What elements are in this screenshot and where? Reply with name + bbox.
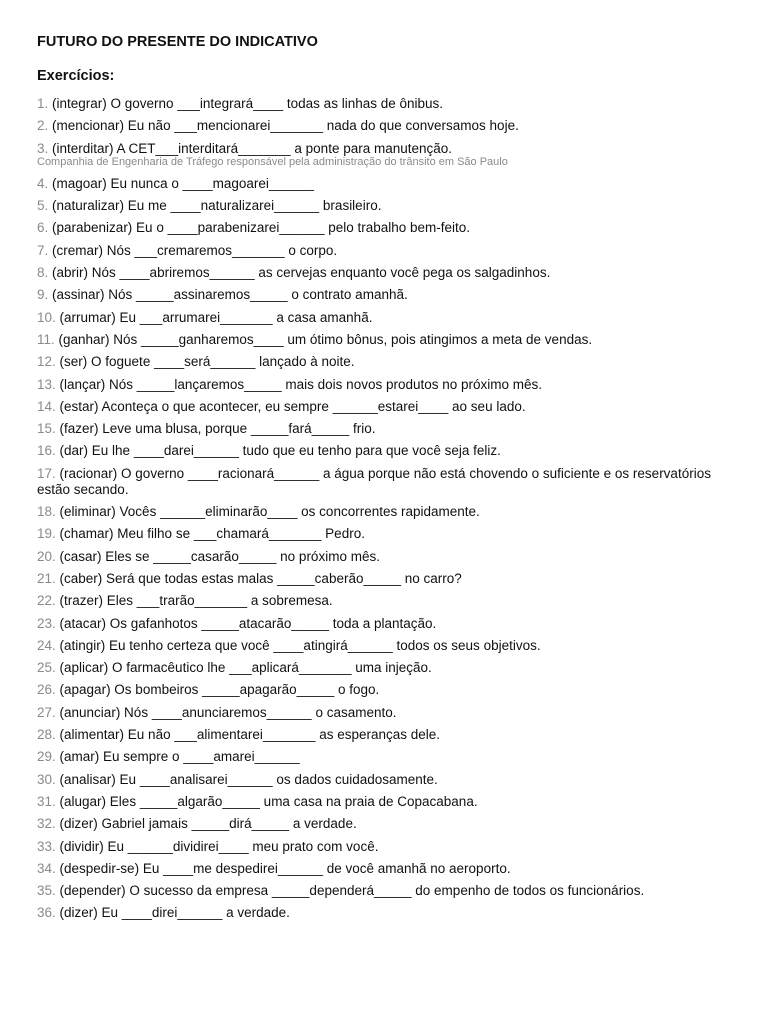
- exercise-text: (estar) Aconteça o que acontecer, eu sempre ______estarei____ ao seu lado.: [55, 398, 526, 414]
- exercise-item: [37, 93, 737, 115]
- exercise-text: (alugar) Eles _____algarão_____ uma casa na praia de Copacabana.: [55, 793, 478, 809]
- exercise-text: (alimentar) Eu não ___alimentarei_______ as esperanças dele.: [55, 727, 441, 743]
- exercise-number: 13.: [37, 376, 56, 392]
- exercise-number: 15.: [37, 421, 56, 437]
- exercise-number: 27.: [37, 704, 56, 720]
- exercise-number: 3.: [37, 140, 49, 156]
- exercise-number: 14.: [37, 398, 56, 414]
- exercise-item: [37, 836, 737, 858]
- exercise-item: [37, 217, 737, 239]
- exercise-number: 28.: [37, 727, 56, 743]
- exercise-item: [37, 523, 737, 545]
- exercise-item: [37, 284, 737, 306]
- exercise-text: (depender) O sucesso da empresa _____dependerá_____ do empenho de todos os funcionários.: [55, 883, 645, 899]
- exercise-text: (assinar) Nós _____assinaremos_____ o contrato amanhã.: [48, 287, 408, 303]
- page-title: FUTURO DO PRESENTE DO INDICATIVO: [37, 34, 318, 50]
- exercise-text: (analisar) Eu ____analisarei______ os dados cuidadosamente.: [55, 771, 438, 787]
- exercise-number: 10.: [37, 309, 56, 325]
- exercise-list: [37, 93, 737, 925]
- exercise-text: (trazer) Eles ___trarão_______ a sobremesa.: [55, 593, 333, 609]
- exercise-number: 16.: [37, 443, 56, 459]
- exercise-text: (caber) Será que todas estas malas _____caberão_____ no carro?: [55, 570, 462, 586]
- exercise-text: (ser) O foguete ____será______ lançado à noite.: [55, 354, 355, 370]
- exercise-number: 11.: [37, 331, 55, 347]
- exercise-item: [37, 418, 737, 440]
- exercise-number: 30.: [37, 771, 56, 787]
- exercise-text: (chamar) Meu filho se ___chamará_______ Pedro.: [55, 526, 365, 542]
- exercise-number: 25.: [37, 660, 56, 676]
- exercise-number: 2.: [37, 118, 49, 134]
- exercise-number: 6.: [37, 220, 49, 236]
- exercise-item: [37, 501, 737, 523]
- exercise-number: 18.: [37, 504, 56, 520]
- exercise-number: 21.: [37, 570, 56, 586]
- exercise-number: 31.: [37, 793, 56, 809]
- exercise-item: [37, 724, 737, 746]
- exercise-item: [37, 396, 737, 418]
- exercise-item: [37, 351, 737, 373]
- exercise-number: 1.: [37, 96, 49, 111]
- exercise-text: (apagar) Os bombeiros _____apagarão_____ o fogo.: [55, 682, 380, 698]
- worksheet-page: [37, 32, 737, 925]
- exercise-text: (mencionar) Eu não ___mencionarei_______ nada do que conversamos hoje.: [48, 118, 519, 134]
- exercise-item: [37, 769, 737, 791]
- exercise-text: (dizer) Gabriel jamais _____dirá_____ a verdade.: [55, 816, 357, 832]
- exercise-item: [37, 813, 737, 835]
- exercise-item: [37, 546, 737, 568]
- exercise-text: (racionar) O governo ____racionará______ a água porque não está chovendo o suficiente e os reservatórios estão secando.: [37, 465, 711, 497]
- exercise-item: [37, 463, 737, 501]
- exercise-text: (dar) Eu lhe ____darei______ tudo que eu tenho para que você seja feliz.: [55, 443, 501, 459]
- exercise-item: [37, 702, 737, 724]
- exercise-text: (integrar) O governo ___integrará____ todas as linhas de ônibus.: [48, 96, 444, 111]
- exercise-text: (arrumar) Eu ___arrumarei_______ a casa amanhã.: [55, 309, 373, 325]
- exercise-item: [37, 440, 737, 462]
- exercise-item: [37, 746, 737, 768]
- exercise-item: [37, 902, 737, 924]
- exercise-item: [37, 791, 737, 813]
- exercise-number: 23.: [37, 615, 56, 631]
- exercise-text: (ganhar) Nós _____ganharemos____ um ótimo bônus, pois atingimos a meta de vendas.: [54, 331, 593, 347]
- exercise-item: [37, 195, 737, 217]
- exercise-text: (magoar) Eu nunca o ____magoarei______: [48, 175, 314, 191]
- exercise-item: [37, 858, 737, 880]
- exercise-item: [37, 679, 737, 701]
- exercise-item: [37, 657, 737, 679]
- exercise-item: [37, 262, 737, 284]
- exercise-number: 35.: [37, 883, 56, 899]
- exercise-number: 26.: [37, 682, 56, 698]
- exercise-item: [37, 307, 737, 329]
- exercise-number: 12.: [37, 354, 56, 370]
- exercise-item: [37, 240, 737, 262]
- exercises-heading: Exercícios:: [37, 68, 115, 84]
- exercise-number: 29.: [37, 749, 56, 765]
- exercise-number: 8.: [37, 265, 49, 281]
- exercise-item: [37, 115, 737, 137]
- exercise-number: 20.: [37, 548, 56, 564]
- exercise-text: (abrir) Nós ____abriremos______ as cervejas enquanto você pega os salgadinhos.: [48, 265, 551, 281]
- exercise-footnote: Companhia de Engenharia de Tráfego responsável pela administração do trânsito em São Paulo: [37, 155, 508, 168]
- exercise-number: 32.: [37, 816, 56, 832]
- exercise-item: [37, 590, 737, 612]
- exercise-item: [37, 880, 737, 902]
- exercise-number: 9.: [37, 287, 49, 303]
- exercise-item: [37, 374, 737, 396]
- exercise-item: [37, 329, 737, 351]
- exercise-text: (fazer) Leve uma blusa, porque _____fará_____ frio.: [55, 421, 376, 437]
- exercise-number: 24.: [37, 637, 56, 653]
- exercise-text: (dizer) Eu ____direi______ a verdade.: [55, 905, 290, 921]
- exercise-number: 5.: [37, 198, 49, 214]
- exercise-text: (despedir-se) Eu ____me despedirei______ de você amanhã no aeroporto.: [55, 860, 511, 876]
- exercise-number: 33.: [37, 838, 56, 854]
- exercise-text: (casar) Eles se _____casarão_____ no próximo mês.: [55, 548, 380, 564]
- exercise-number: 34.: [37, 860, 56, 876]
- exercise-number: 36.: [37, 905, 56, 921]
- exercise-text: (naturalizar) Eu me ____naturalizarei______ brasileiro.: [48, 198, 382, 214]
- exercise-item: [37, 613, 737, 635]
- exercise-number: 17.: [37, 465, 56, 481]
- exercise-number: 4.: [37, 175, 49, 191]
- exercise-text: (aplicar) O farmacêutico lhe ___aplicará_______ uma injeção.: [55, 660, 432, 676]
- exercise-text: (amar) Eu sempre o ____amarei______: [55, 749, 300, 765]
- exercise-text: (parabenizar) Eu o ____parabenizarei______ pelo trabalho bem-feito.: [48, 220, 471, 236]
- exercise-text: (interditar) A CET___interditará_______ a ponte para manutenção.: [48, 140, 453, 156]
- exercise-number: 19.: [37, 526, 56, 542]
- exercise-number: 22.: [37, 593, 56, 609]
- exercise-item: [37, 568, 737, 590]
- exercise-text: (dividir) Eu ______dividirei____ meu prato com você.: [55, 838, 379, 854]
- exercise-text: (atacar) Os gafanhotos _____atacarão_____ toda a plantação.: [55, 615, 437, 631]
- exercise-text: (eliminar) Vocês ______eliminarão____ os concorrentes rapidamente.: [55, 504, 480, 520]
- exercise-text: (lançar) Nós _____lançaremos_____ mais dois novos produtos no próximo mês.: [55, 376, 543, 392]
- exercise-text: (anunciar) Nós ____anunciaremos______ o casamento.: [55, 704, 397, 720]
- exercise-number: 7.: [37, 242, 49, 258]
- exercise-item: [37, 173, 737, 195]
- exercise-text: (cremar) Nós ___cremaremos_______ o corpo.: [48, 242, 338, 258]
- exercise-item: [37, 635, 737, 657]
- exercise-text: (atingir) Eu tenho certeza que você ____atingirá______ todos os seus objetivos.: [55, 637, 541, 653]
